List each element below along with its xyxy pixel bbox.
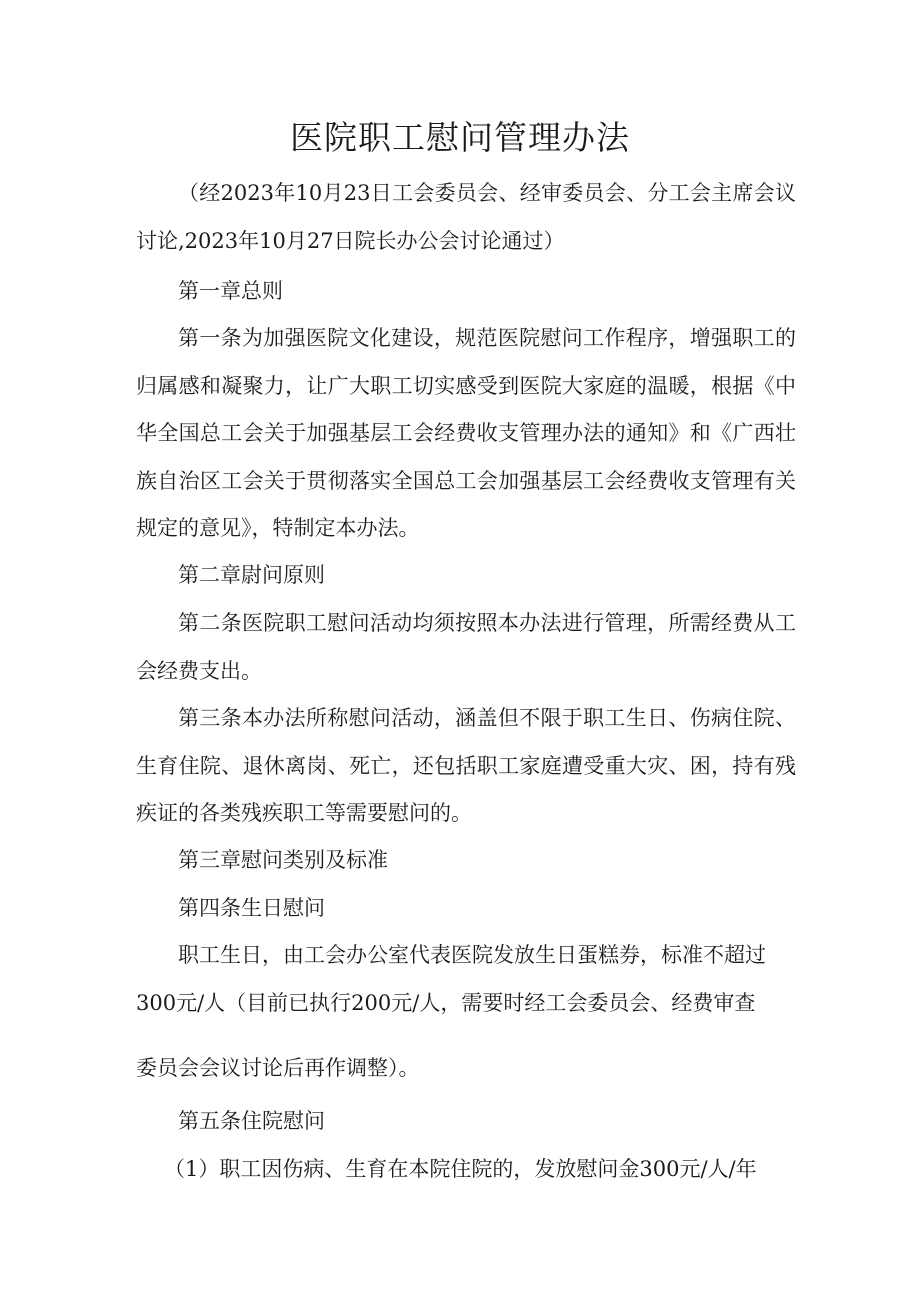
chapter-heading-principles: 第二章尉问原则 (178, 563, 325, 587)
chapter-heading-categories: 第三章慰问类别及标准 (178, 848, 388, 872)
birthday-paragraph-continued: 委员会会议讨论后再作调整）。 (136, 1056, 420, 1080)
hospital-item-1: （1）职工因伤病、生育在本院住院的，发放慰问金300元/人/年 (164, 1157, 757, 1181)
article-3: 第三条本办法所称慰问活动，涵盖但不限于职工生日、伤病住院、生育住院、退休离岗、死亡，还包括职工家庭遭受重大灾、困，持有残疾证的各类残疾职工等需要慰问的。 (136, 706, 796, 825)
birthday-paragraph: 职工生日，由工会办公室代表医院发放生日蛋糕券，标准不超过300元/人（目前已执行200元/人，需要时经工会委员会、经费审查 (136, 943, 766, 1015)
article-1: 第一条为加强医院文化建设，规范医院慰问工作程序，增强职工的归属感和凝聚力，让广大职工切实感受到医院大家庭的温暖，根据《中华全国总工会关于加强基层工会经费收支管理办法的通知》和《广西壮族自治区工会关于贯彻落实全国总工会加强基层工会经费收支管理有关规定的意见》，特制定本办法。 (136, 326, 796, 540)
article-4-heading: 第四条生日慰问 (178, 896, 325, 920)
article-2: 第二条医院职工慰问活动均须按照本办法进行管理，所需经费从工会经费支出。 (136, 611, 796, 683)
document-title: 医院职工慰问管理办法 (290, 118, 630, 157)
chapter-heading-general: 第一章总则 (178, 279, 283, 303)
article-5-heading: 第五条住院慰问 (178, 1109, 325, 1133)
approval-note: （经2023年10月23日工会委员会、经审委员会、分工会主席会议讨论,2023年10月27日院长办公会讨论通过） (136, 181, 796, 253)
